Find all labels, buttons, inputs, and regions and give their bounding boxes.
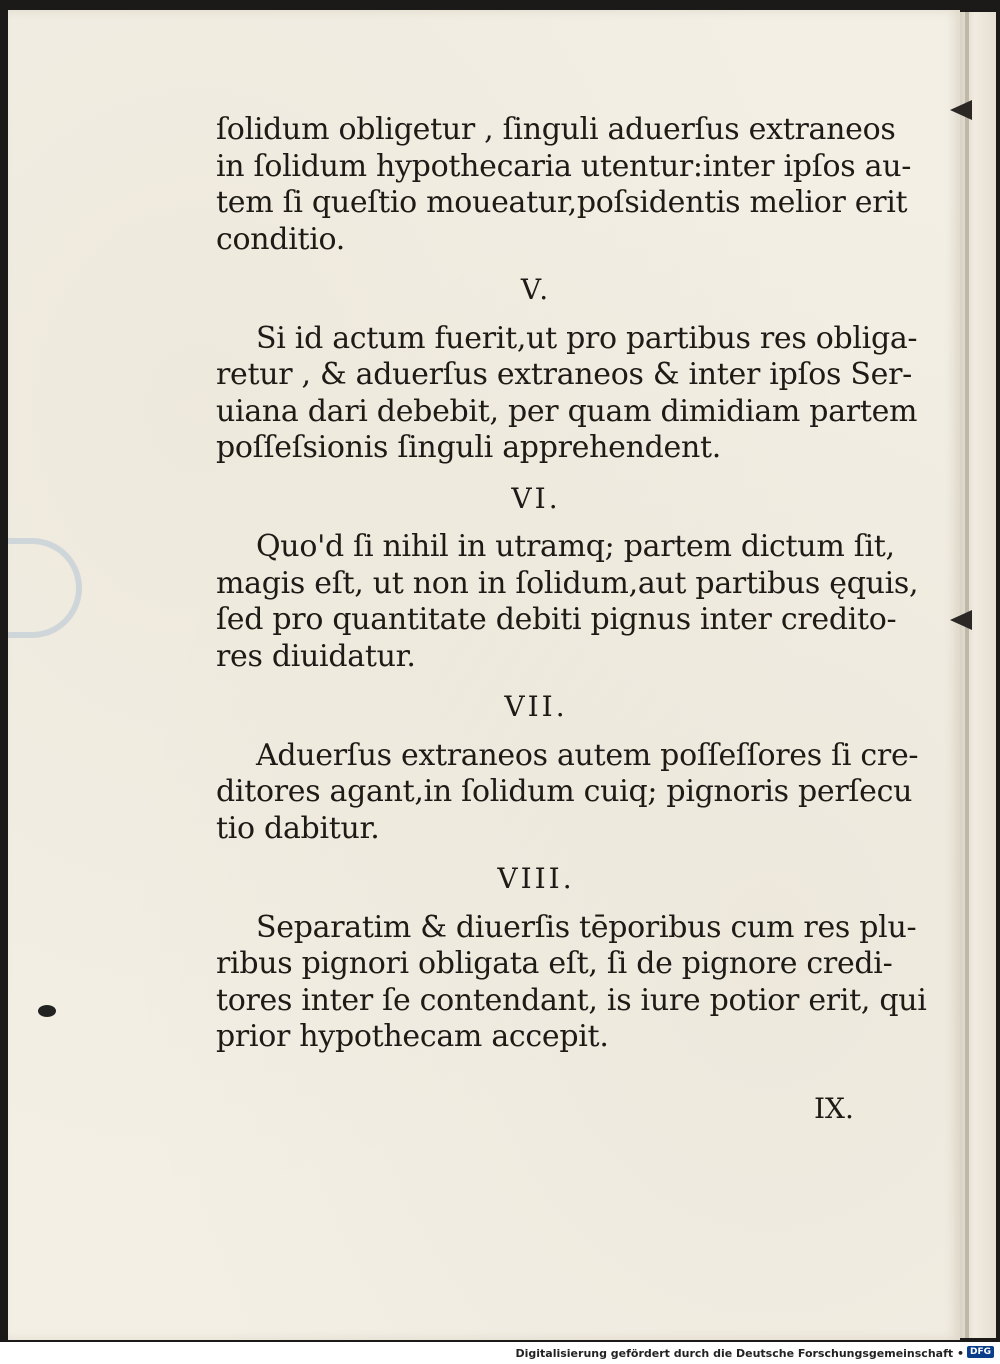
text-line: ſolidum obligetur , ſinguli aduerſus extraneos <box>216 112 896 147</box>
text-line: retur , & aduerſus extraneos & inter ipſos Ser‐ <box>216 357 912 392</box>
paragraph-4-continuation <box>216 112 912 258</box>
text-line: uiana dari debebit, per quam dimidiam partem <box>216 393 918 429</box>
text-line: Quo'd ſi nihil in utramq; partem dictum ſit, <box>256 529 895 564</box>
text-line: tem ſi queſtio moueatur,poſsidentis melior erit <box>216 185 908 220</box>
leaf-edge-line <box>965 12 969 1338</box>
text-line: res diuidatur. <box>216 638 416 674</box>
section-heading: VI. <box>511 481 561 515</box>
text-line: conditio. <box>216 221 346 257</box>
section-heading: V. <box>520 273 552 306</box>
page-text <box>216 112 927 1056</box>
text-line: ditores agant,in ſolidum cuiq; pignoris perſecu <box>216 774 913 809</box>
text-line: Si id actum fuerit,ut pro partibus res obliga‐ <box>256 320 918 356</box>
funding-notice: Digitalisierung gefördert durch die Deutsche Forschungsgemeinschaft • <box>515 1347 964 1360</box>
ink-spot <box>38 1005 56 1017</box>
paragraph-8 <box>216 909 927 1056</box>
text-line: ſed pro quantitate debiti pignus inter credito‐ <box>216 602 897 637</box>
section-heading: VII. <box>504 690 568 723</box>
text-line: magis eſt, ut non in ſolidum,aut partibus ęquis, <box>216 565 919 601</box>
text-line: prior hypothecam accepit. <box>216 1019 609 1054</box>
footer-bar <box>0 1342 1000 1364</box>
text-line: ribus pignori obligata eſt, ſi de pignore credi‐ <box>216 946 893 981</box>
text-line: in ſolidum hypothecaria utentur:inter ipſos au‐ <box>216 148 912 184</box>
section-heading: VIII. <box>497 862 575 895</box>
text-line: tio dabitur. <box>216 810 380 846</box>
binding-notch <box>950 100 972 120</box>
text-line: Separatim & diuerſis tēporibus cum res plu‐ <box>256 909 917 945</box>
paragraph-5 <box>216 320 918 467</box>
text-line: tores inter ſe contendant, is iure potior erit, qui <box>216 982 927 1018</box>
dfg-logo: DFG <box>967 1346 994 1358</box>
text-line: poſſeſsionis ſinguli apprehendent. <box>216 430 721 465</box>
paragraph-7 <box>216 737 919 848</box>
binding-notch <box>950 610 972 630</box>
catchword: IX. <box>814 1092 854 1125</box>
paragraph-6 <box>216 529 919 675</box>
text-line: Aduerſus extraneos autem poſſeſſores ſi cre‐ <box>256 737 919 773</box>
